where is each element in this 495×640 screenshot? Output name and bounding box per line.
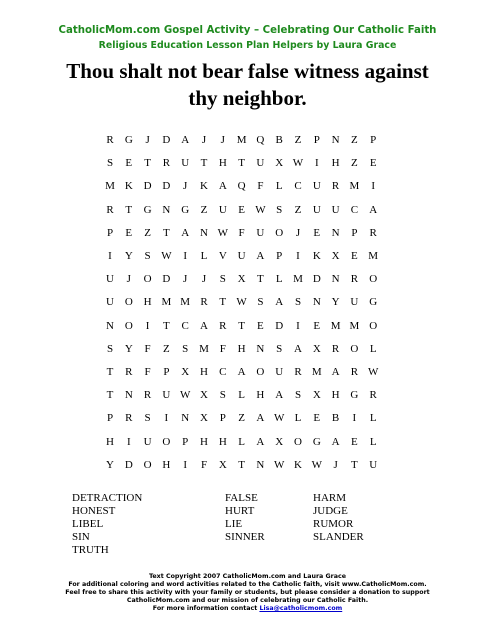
grid-letter: W xyxy=(255,203,266,216)
grid-letter: I xyxy=(183,250,188,262)
grid-letter: K xyxy=(312,250,321,262)
grid-letter: A xyxy=(331,366,340,378)
grid-letter: J xyxy=(183,180,188,193)
grid-letter: R xyxy=(162,157,171,170)
grid-row xyxy=(104,343,404,357)
grid-letter: V xyxy=(218,250,227,262)
grid-letter: S xyxy=(144,250,151,262)
grid-letter: R xyxy=(219,319,227,332)
grid-letter: D xyxy=(143,180,152,193)
grid-letter: N xyxy=(256,342,265,355)
footer-visit-note: For additional coloring and word activities related to the Catholic faith, visit www.CatholicMom.com. xyxy=(68,581,427,589)
grid-letter: U xyxy=(275,366,284,378)
grid-letter: P xyxy=(106,226,114,239)
grid-letter: L xyxy=(294,412,302,425)
grid-letter: H xyxy=(331,157,340,170)
grid-letter: O xyxy=(350,342,359,355)
footer-share-note: Feel free to share this activity with your family or students, but please consider a donation to support xyxy=(65,589,430,597)
footer-contact-prefix: For more information contact xyxy=(152,605,260,613)
contact-email-link[interactable]: Lisa@catholicmom.com xyxy=(259,605,343,613)
grid-letter: L xyxy=(200,250,208,262)
grid-letter: J xyxy=(201,134,207,146)
grid-letter: U xyxy=(181,157,190,170)
grid-letter: E xyxy=(238,203,245,216)
grid-letter: J xyxy=(145,134,150,146)
grid-letter: S xyxy=(257,296,264,309)
grid-letter: X xyxy=(200,412,208,425)
grid-letter: O xyxy=(256,366,265,378)
footer-contact xyxy=(0,605,495,613)
grid-letter: M xyxy=(199,342,209,355)
grid-letter: I xyxy=(371,180,376,193)
grid-letter: H xyxy=(200,366,208,378)
grid-letter: W xyxy=(217,226,228,239)
grid-letter: P xyxy=(182,435,189,448)
grid-letter: T xyxy=(163,319,170,332)
grid-letter: O xyxy=(369,273,378,286)
grid-letter: R xyxy=(106,203,114,216)
grid-letter: N xyxy=(181,412,190,425)
grid-letter: F xyxy=(144,366,151,378)
grid-letter: L xyxy=(275,180,283,193)
grid-letter: P xyxy=(163,366,170,378)
grid-row xyxy=(104,366,404,380)
grid-letter: E xyxy=(351,250,358,262)
grid-letter: G xyxy=(312,435,321,448)
word-list-column xyxy=(72,492,142,557)
grid-letter: I xyxy=(296,319,300,332)
grid-letter: E xyxy=(313,412,321,425)
grid-letter: U xyxy=(106,296,114,309)
grid-letter: N xyxy=(162,203,171,216)
grid-letter: X xyxy=(275,157,284,170)
grid-letter: M xyxy=(349,319,360,332)
grid-letter: O xyxy=(294,435,302,448)
grid-row xyxy=(104,157,404,171)
grid-letter: H xyxy=(256,389,265,402)
grid-letter: I xyxy=(126,435,131,448)
grid-letter: F xyxy=(219,342,226,355)
grid-letter: C xyxy=(219,366,227,378)
grid-letter: J xyxy=(220,134,225,146)
grid-letter: N xyxy=(106,319,114,332)
grid-row xyxy=(104,250,404,264)
grid-letter: G xyxy=(181,203,190,216)
grid-letter: S xyxy=(144,412,151,425)
grid-letter: U xyxy=(143,435,152,448)
word-list-item: DETRACTION xyxy=(72,492,143,504)
header-line-1: CatholicMom.com Gospel Activity – Celebrating Our Catholic Faith xyxy=(58,25,437,36)
grid-letter: C xyxy=(350,203,359,216)
grid-letter: E xyxy=(369,157,377,170)
grid-letter: N xyxy=(124,389,133,402)
grid-letter: L xyxy=(369,342,377,355)
grid-letter: H xyxy=(143,296,152,309)
grid-letter: S xyxy=(106,157,114,170)
grid-letter: H xyxy=(237,342,246,355)
grid-letter: F xyxy=(144,342,151,355)
grid-letter: T xyxy=(238,319,245,332)
grid-letter: Z xyxy=(238,412,245,425)
grid-letter: R xyxy=(331,180,340,193)
grid-letter: E xyxy=(257,319,264,332)
grid-letter: U xyxy=(106,273,114,286)
word-list-item: JUDGE xyxy=(313,505,348,517)
grid-letter: F xyxy=(238,226,245,239)
grid-letter: K xyxy=(124,180,133,193)
grid-letter: Z xyxy=(163,342,170,355)
grid-letter: J xyxy=(183,273,188,286)
grid-letter: T xyxy=(200,157,208,170)
grid-letter: N xyxy=(331,134,340,146)
grid-letter: T xyxy=(125,203,133,216)
grid-letter: D xyxy=(275,319,284,332)
grid-letter: S xyxy=(106,342,114,355)
word-list-item: LIBEL xyxy=(72,518,104,530)
word-list-item: SINNER xyxy=(225,531,265,543)
grid-letter: U xyxy=(369,458,378,471)
grid-letter: A xyxy=(237,366,246,378)
word-list-item: FALSE xyxy=(225,492,258,504)
grid-letter: Y xyxy=(124,342,133,355)
grid-letter: P xyxy=(276,250,283,262)
grid-letter: U xyxy=(312,180,321,193)
grid-letter: K xyxy=(294,458,302,471)
grid-letter: S xyxy=(294,296,302,309)
grid-letter: A xyxy=(275,296,284,309)
grid-letter: T xyxy=(238,157,245,170)
grid-letter: T xyxy=(219,296,227,309)
grid-letter: A xyxy=(256,250,265,262)
grid-letter: T xyxy=(238,458,245,471)
grid-letter: D xyxy=(162,134,171,146)
grid-letter: A xyxy=(256,435,265,448)
grid-letter: Y xyxy=(106,458,114,471)
grid-letter: W xyxy=(367,366,379,378)
grid-letter: R xyxy=(294,366,302,378)
grid-letter: E xyxy=(125,157,133,170)
grid-letter: M xyxy=(293,273,303,286)
grid-letter: Q xyxy=(237,180,246,193)
grid-letter: N xyxy=(331,226,340,239)
grid-letter: C xyxy=(181,319,189,332)
grid-letter: R xyxy=(125,366,133,378)
grid-letter: O xyxy=(143,273,152,286)
word-list-column xyxy=(313,492,364,544)
grid-letter: P xyxy=(313,134,320,146)
word-list-column xyxy=(225,492,265,544)
grid-letter: M xyxy=(311,366,322,378)
grid-letter: Q xyxy=(256,134,265,146)
grid-letter: M xyxy=(105,180,115,193)
grid-letter: B xyxy=(275,134,283,146)
grid-row xyxy=(104,296,404,310)
grid-letter: L xyxy=(238,435,245,448)
grid-letter: I xyxy=(352,412,357,425)
grid-letter: A xyxy=(294,342,302,355)
grid-letter: M xyxy=(180,296,191,309)
grid-letter: O xyxy=(124,296,133,309)
grid-letter: D xyxy=(124,458,133,471)
grid-letter: J xyxy=(201,273,207,286)
grid-letter: Z xyxy=(144,226,151,239)
grid-letter: Y xyxy=(124,250,133,262)
grid-letter: C xyxy=(294,180,302,193)
grid-letter: H xyxy=(106,435,114,448)
grid-letter: A xyxy=(275,389,284,402)
grid-letter: M xyxy=(330,319,341,332)
grid-letter: R xyxy=(106,134,114,146)
grid-letter: W xyxy=(179,389,191,402)
grid-letter: S xyxy=(182,342,189,355)
grid-row xyxy=(104,180,404,194)
word-list-item: SIN xyxy=(72,531,90,543)
grid-letter: X xyxy=(200,389,208,402)
grid-letter: L xyxy=(238,389,245,402)
grid-letter: A xyxy=(181,134,190,146)
grid-letter: N xyxy=(331,273,340,286)
grid-letter: J xyxy=(295,226,301,239)
title-line-2: thy neighbor. xyxy=(188,86,307,110)
grid-letter: W xyxy=(273,458,285,471)
grid-letter: A xyxy=(256,412,265,425)
grid-letter: T xyxy=(106,389,114,402)
grid-row xyxy=(104,389,404,403)
word-list xyxy=(72,492,432,562)
grid-letter: I xyxy=(183,458,188,471)
footer-mission-note: CatholicMom.com and our mission of celebrating our Catholic Faith. xyxy=(126,597,369,605)
page-title xyxy=(40,58,455,112)
grid-letter: U xyxy=(312,203,321,216)
grid-letter: U xyxy=(256,226,265,239)
grid-letter: J xyxy=(333,458,338,471)
grid-letter: G xyxy=(124,134,133,146)
grid-letter: Y xyxy=(331,296,340,309)
grid-letter: R xyxy=(350,366,359,378)
grid-letter: H xyxy=(162,458,171,471)
grid-letter: R xyxy=(369,389,377,402)
grid-letter: S xyxy=(219,273,226,286)
grid-row xyxy=(104,436,404,450)
grid-letter: X xyxy=(237,273,246,286)
grid-letter: S xyxy=(276,342,283,355)
grid-letter: K xyxy=(200,180,208,193)
grid-letter: O xyxy=(124,319,133,332)
grid-letter: E xyxy=(313,226,321,239)
grid-letter: M xyxy=(349,180,360,193)
grid-letter: Z xyxy=(351,134,358,146)
header-line-2: Religious Education Lesson Plan Helpers by Laura Grace xyxy=(98,40,397,51)
grid-letter: T xyxy=(257,273,264,286)
grid-letter: A xyxy=(181,226,190,239)
grid-letter: Z xyxy=(294,134,302,146)
grid-letter: P xyxy=(106,412,114,425)
grid-letter: Z xyxy=(294,203,302,216)
grid-letter: O xyxy=(369,319,378,332)
title-line-1: Thou shalt not bear false witness against xyxy=(66,59,429,83)
word-list-item: HARM xyxy=(313,492,347,504)
grid-letter: T xyxy=(351,458,358,471)
grid-letter: W xyxy=(292,157,304,170)
grid-letter: U xyxy=(350,296,359,309)
grid-letter: B xyxy=(331,412,340,425)
grid-letter: A xyxy=(369,203,378,216)
grid-letter: S xyxy=(219,389,226,402)
grid-letter: X xyxy=(218,458,227,471)
grid-letter: N xyxy=(312,296,321,309)
grid-letter: S xyxy=(294,389,302,402)
grid-row xyxy=(104,459,404,473)
footer xyxy=(0,573,495,613)
grid-letter: W xyxy=(161,250,172,262)
grid-letter: U xyxy=(162,389,171,402)
grid-letter: F xyxy=(200,458,208,471)
grid-letter: A xyxy=(331,435,340,448)
grid-letter: O xyxy=(162,435,171,448)
grid-letter: O xyxy=(143,458,152,471)
word-list-item: LIE xyxy=(225,518,243,530)
grid-letter: N xyxy=(200,226,208,239)
grid-letter: R xyxy=(125,412,133,425)
word-list-item: RUMOR xyxy=(313,518,354,530)
grid-letter: D xyxy=(312,273,321,286)
grid-letter: H xyxy=(200,435,208,448)
word-list-item: HONEST xyxy=(72,505,116,517)
grid-letter: X xyxy=(312,342,321,355)
grid-letter: X xyxy=(331,250,340,262)
grid-row xyxy=(104,273,404,287)
grid-letter: R xyxy=(331,342,340,355)
grid-letter: L xyxy=(275,273,283,286)
grid-letter: D xyxy=(162,180,171,193)
grid-letter: F xyxy=(257,180,264,193)
grid-letter: X xyxy=(181,366,190,378)
grid-letter: U xyxy=(256,157,265,170)
grid-letter: R xyxy=(143,389,152,402)
word-list-item: SLANDER xyxy=(313,531,364,543)
grid-letter: Z xyxy=(351,157,358,170)
grid-letter: W xyxy=(273,412,285,425)
grid-letter: M xyxy=(368,250,379,262)
grid-row xyxy=(104,134,404,148)
grid-letter: D xyxy=(162,273,171,286)
grid-letter: U xyxy=(331,203,340,216)
grid-letter: Z xyxy=(200,203,208,216)
grid-letter: I xyxy=(145,319,150,332)
grid-letter: G xyxy=(143,203,152,216)
grid-letter: T xyxy=(106,366,114,378)
grid-letter: I xyxy=(164,412,169,425)
grid-letter: P xyxy=(370,134,377,146)
grid-row xyxy=(104,204,404,218)
grid-letter: W xyxy=(236,296,247,309)
grid-letter: U xyxy=(237,250,246,262)
grid-letter: R xyxy=(369,226,377,239)
grid-letter: N xyxy=(256,458,265,471)
word-list-item: TRUTH xyxy=(72,544,109,556)
grid-letter: J xyxy=(126,273,131,286)
grid-letter: U xyxy=(218,203,227,216)
footer-copyright: Text Copyright 2007 CatholicMom.com and Laura Grace xyxy=(148,573,347,580)
grid-letter: L xyxy=(369,435,377,448)
grid-letter: E xyxy=(351,435,358,448)
grid-letter: O xyxy=(275,226,284,239)
word-list-item: HURT xyxy=(225,505,255,517)
grid-letter: T xyxy=(163,226,170,239)
grid-letter: X xyxy=(312,389,321,402)
grid-letter: E xyxy=(313,319,321,332)
grid-letter: G xyxy=(350,389,359,402)
grid-letter: M xyxy=(161,296,172,309)
grid-letter: P xyxy=(351,226,358,239)
grid-letter: G xyxy=(369,296,378,309)
grid-row xyxy=(104,320,404,334)
grid-letter: R xyxy=(200,296,208,309)
grid-letter: I xyxy=(314,157,319,170)
grid-letter: A xyxy=(218,180,227,193)
grid-letter: X xyxy=(275,435,284,448)
grid-letter: M xyxy=(236,134,247,146)
grid-letter: E xyxy=(125,226,133,239)
grid-row xyxy=(104,227,404,241)
grid-letter: H xyxy=(218,157,227,170)
grid-letter: S xyxy=(276,203,283,216)
grid-row xyxy=(104,412,404,426)
grid-letter: I xyxy=(296,250,300,262)
grid-letter: P xyxy=(219,412,226,425)
grid-letter: H xyxy=(218,435,227,448)
grid-letter: T xyxy=(144,157,151,170)
grid-letter: R xyxy=(350,273,359,286)
grid-letter: A xyxy=(200,319,208,332)
grid-letter: W xyxy=(311,458,322,471)
grid-letter: L xyxy=(369,412,377,425)
grid-letter: I xyxy=(108,250,112,262)
grid-letter: H xyxy=(331,389,340,402)
